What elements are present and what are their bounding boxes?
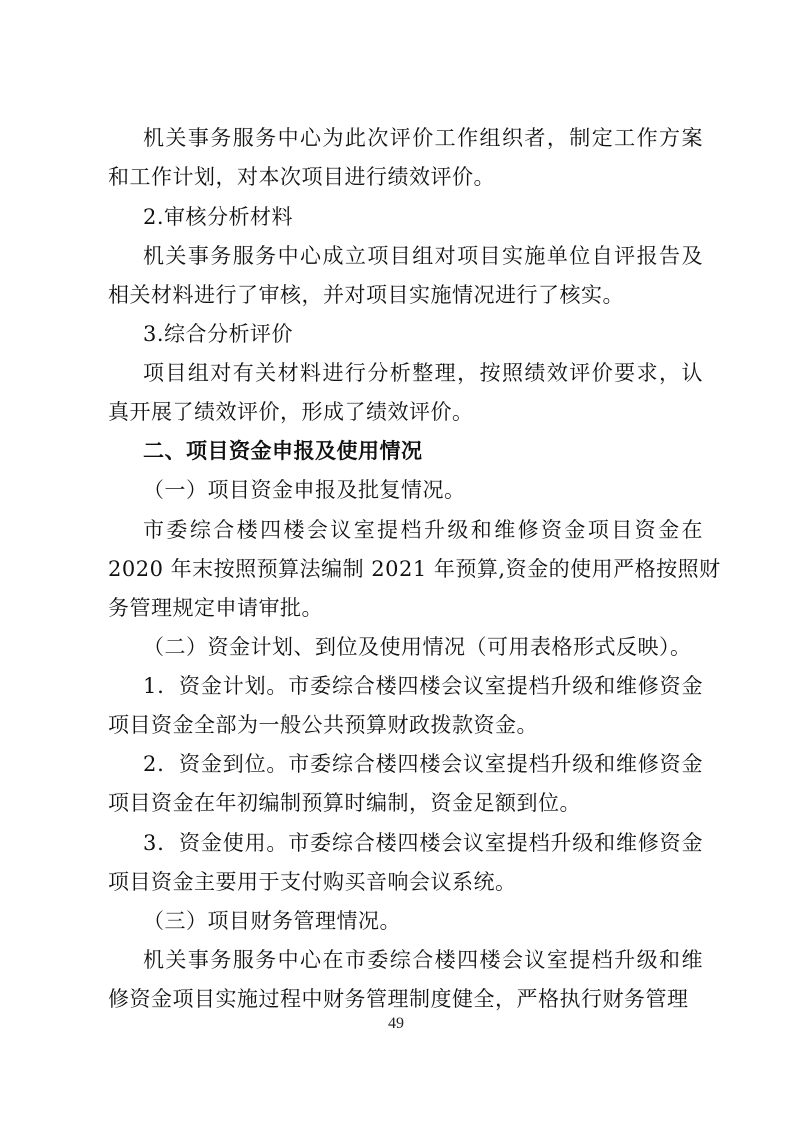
- paragraph-line: 项目组对有关材料进行分析整理，按照绩效评价要求，认: [143, 361, 703, 385]
- paragraph-line: 项目资金主要用于支付购买音响会议系统。: [108, 870, 517, 894]
- paragraph-line: 务管理规定申请审批。: [108, 596, 323, 620]
- paragraph-line: 机关事务服务中心成立项目组对项目实施单位自评报告及: [143, 244, 703, 268]
- subsection-heading: （二）资金计划、到位及使用情况（可用表格形式反映）。: [143, 635, 692, 659]
- subheading: 2.审核分析材料: [143, 205, 294, 229]
- paragraph-line: 市委综合楼四楼会议室提档升级和维修资金项目资金在: [143, 518, 703, 542]
- paragraph-line: 机关事务服务中心在市委综合楼四楼会议室提档升级和维: [143, 948, 703, 972]
- section-heading: 二、项目资金申报及使用情况: [143, 438, 423, 463]
- paragraph-line: 相关材料进行了审核，并对项目实施情况进行了核实。: [108, 283, 624, 307]
- paragraph-line: 1．资金计划。市委综合楼四楼会议室提档升级和维修资金: [143, 674, 703, 698]
- paragraph-line: 修资金项目实施过程中财务管理制度健全，严格执行财务管理: [108, 987, 689, 1011]
- subsection-heading: （三）项目财务管理情况。: [143, 909, 401, 933]
- page-number: 49: [388, 1015, 404, 1032]
- paragraph-line: 2020 年末按照预算法编制 2021 年预算,资金的使用严格按照财: [108, 557, 721, 581]
- subheading: 3.综合分析评价: [143, 322, 294, 346]
- paragraph-line: 2．资金到位。市委综合楼四楼会议室提档升级和维修资金: [143, 752, 703, 776]
- subsection-heading: （一）项目资金申报及批复情况。: [143, 478, 466, 502]
- paragraph-line: 机关事务服务中心为此次评价工作组织者，制定工作方案: [143, 126, 703, 150]
- paragraph-line: 3．资金使用。市委综合楼四楼会议室提档升级和维修资金: [143, 831, 703, 855]
- paragraph-line: 项目资金全部为一般公共预算财政拨款资金。: [108, 713, 538, 737]
- paragraph-line: 和工作计划，对本次项目进行绩效评价。: [108, 165, 495, 189]
- paragraph-line: 项目资金在年初编制预算时编制，资金足额到位。: [108, 791, 581, 815]
- paragraph-line: 真开展了绩效评价，形成了绩效评价。: [108, 400, 474, 424]
